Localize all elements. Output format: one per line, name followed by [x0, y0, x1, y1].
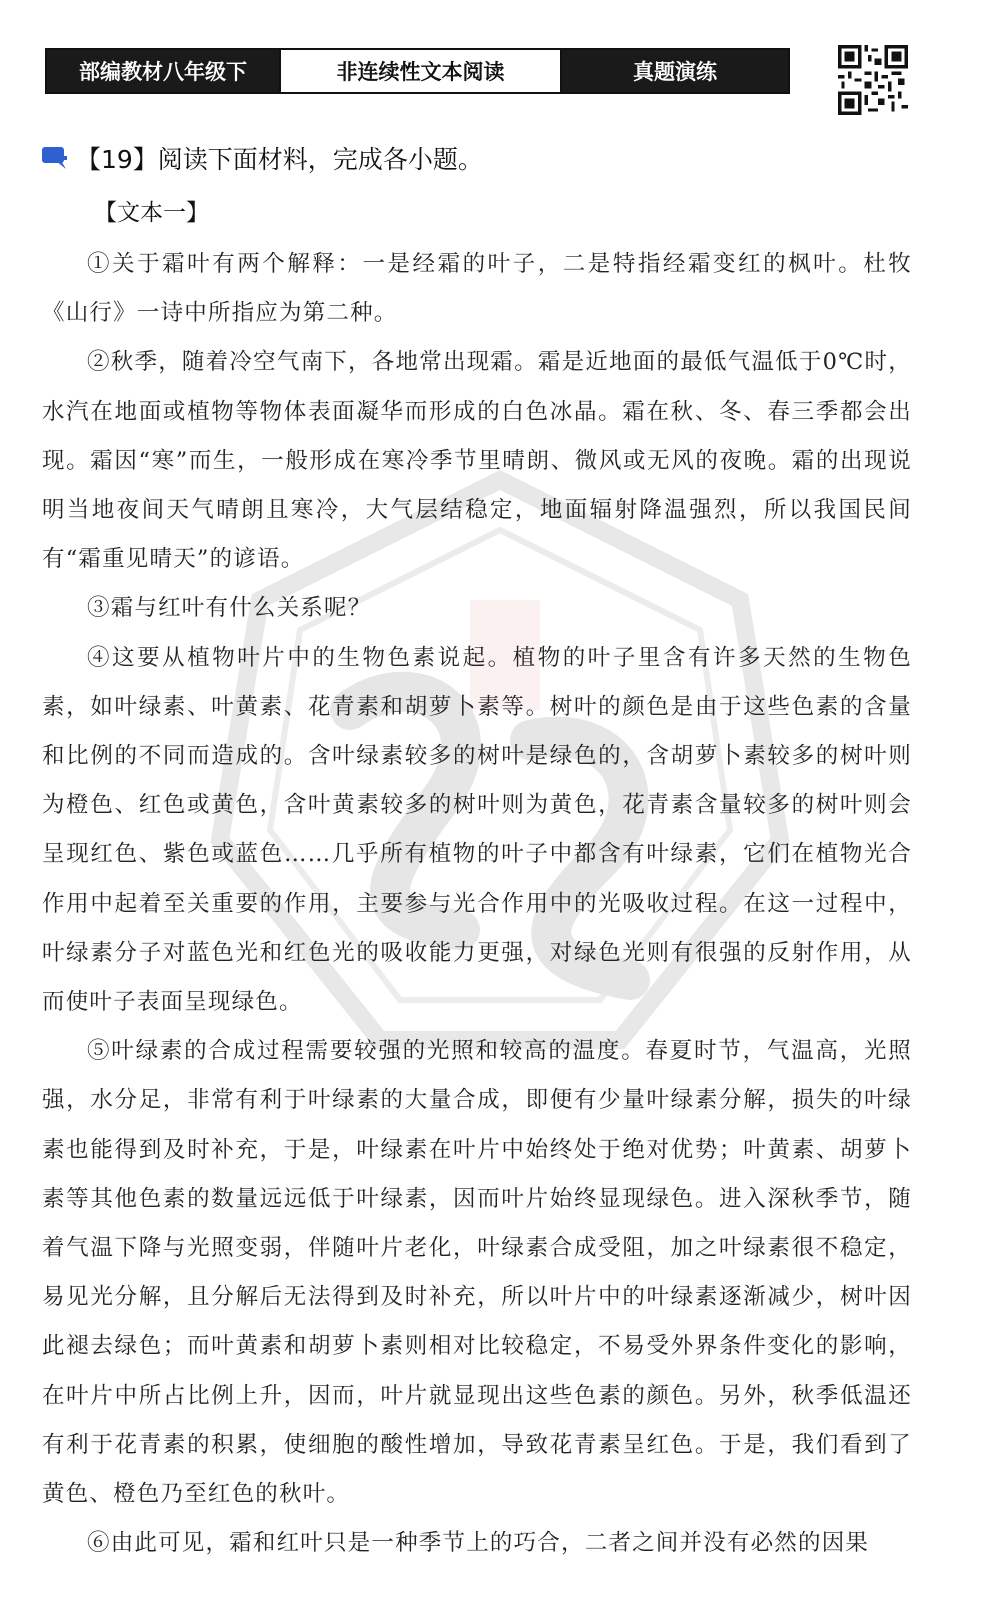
paragraph-4: ④这要从植物叶片中的生物色素说起。植物的叶子里含有许多天然的生物色素，如叶绿素、叶黄素、花青素和胡萝卜素等。树叶的颜色是由于这些色素的含量和比例的不同而造成的。含叶绿素较多的树叶是绿色的，含胡萝卜素较多的树叶则为橙色、红色或黄色，含叶黄素较多的树叶则为黄色，花青素含量较多的树叶则会呈现红色、紫色或蓝色……几乎所有植物的叶子中都含有叶绿素，它们在植物光合作用中起着至关重要的作用，主要参与光合作用中的光吸收过程。在这一过程中，叶绿素分子对蓝色光和红色光的吸收能力更强，对绿色光则有很强的反射作用，从而使叶子表面呈现绿色。 [42, 644, 912, 1016]
header-grade: 部编教材八年级下 [47, 50, 279, 92]
question-icon [42, 147, 68, 169]
header-topic: 非连续性文本阅读 [279, 50, 562, 92]
question-title [42, 140, 483, 176]
text-one-label: 【文本一】 [94, 200, 209, 226]
paragraph-3: ③霜与红叶有什么关系呢？ [87, 595, 372, 622]
header-bar [45, 48, 790, 94]
header-section: 真题演练 [562, 50, 788, 92]
paragraph-2: ②秋季，随着冷空气南下，各地常出现霜。霜是近地面的最低气温低于0℃时，水汽在地面或植物等物体表面凝华而形成的白色冰晶。霜在秋、冬、春三季都会出现。霜因“寒”而生，一般形成在寒冷季节里晴朗、微风或无风的夜晚。霜的出现说明当地夜间天气晴朗且寒冷，大气层结稳定，地面辐射降温强烈，所以我国民间有“霜重见晴天”的谚语。 [42, 349, 912, 573]
question-title-text: 【19】阅读下面材料，完成各小题。 [76, 145, 483, 174]
reading-passage [42, 240, 912, 1568]
qr-code-icon[interactable] [838, 45, 908, 115]
paragraph-5: ⑤叶绿素的合成过程需要较强的光照和较高的温度。春夏时节，气温高，光照强，水分足，非常有利于叶绿素的大量合成，即便有少量叶绿素分解，损失的叶绿素也能得到及时补充，于是，叶绿素在叶片中始终处于绝对优势；叶黄素、胡萝卜素等其他色素的数量远远低于叶绿素，因而叶片始终显现绿色。进入深秋季节，随着气温下降与光照变弱，伴随叶片老化，叶绿素合成受阻，加之叶绿素很不稳定，易见光分解，且分解后无法得到及时补充，所以叶片中的叶绿素逐渐减少，树叶因此褪去绿色；而叶黄素和胡萝卜素则相对比较稳定，不易受外界条件变化的影响，在叶片中所占比例上升，因而，叶片就显现出这些色素的颜色。另外，秋季低温还有利于花青素的积累，使细胞的酸性增加，导致花青素呈红色。于是，我们看到了黄色、橙色乃至红色的秋叶。 [42, 1038, 912, 1508]
paragraph-6: ⑥由此可见，霜和红叶只是一种季节上的巧合，二者之间并没有必然的因果 [87, 1530, 870, 1557]
paragraph-1: ①关于霜叶有两个解释：一是经霜的叶子，二是特指经霜变红的枫叶。杜牧《山行》一诗中所指应为第二种。 [42, 251, 912, 327]
